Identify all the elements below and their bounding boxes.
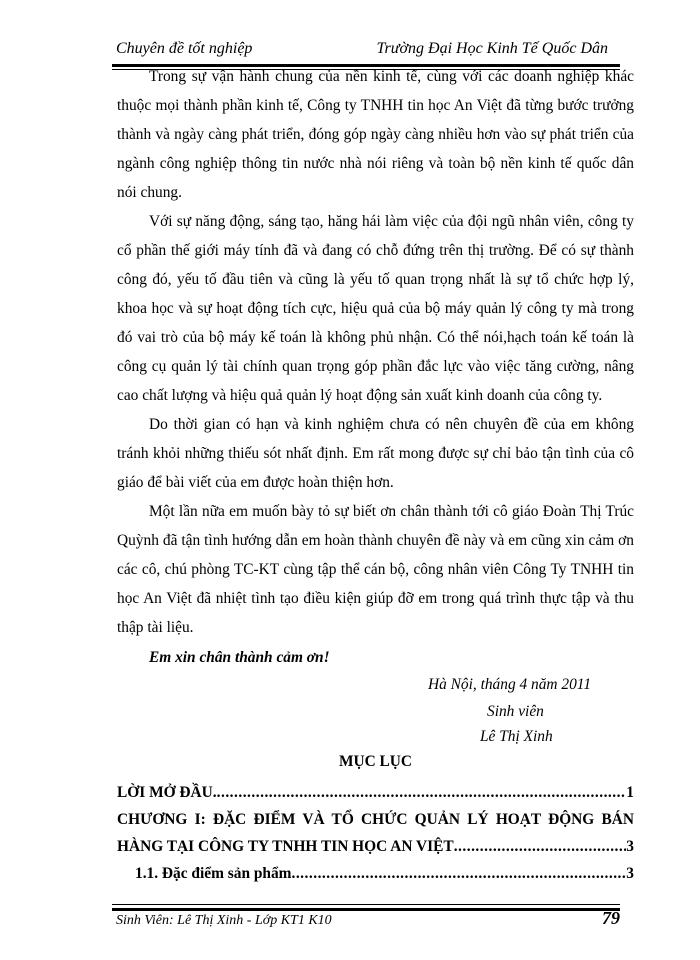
signature-name: Lê Thị Xinh (480, 728, 553, 745)
toc-entry-chapter1-line1[interactable]: CHƯƠNG I: ĐẶC ĐIỂM VÀ TỔ CHỨC QUẢN LÝ HOẠT ĐỘNG BÁN (117, 811, 634, 828)
footer-divider-thin (112, 904, 620, 905)
footer-divider (112, 908, 620, 911)
table-of-contents (117, 779, 634, 887)
paragraph-1: Trong sự vận hành chung của nền kinh tế, cùng với các doanh nghiệp khác thuộc mọi thành phần kinh tế, Công ty TNHH tin học An Việt đã từng bước trưởng thành và ngày càng phát triển, đóng góp ngày càng nhiều hơn vào sự phát triển của ngành công nghiệp thông tin nước nhà nói riêng và toàn bộ nền kinh tế quốc dân nói chung. (117, 68, 634, 201)
toc-entry-label: HÀNG TẠI CÔNG TY TNHH TIN HỌC AN VIỆT (117, 838, 454, 855)
paragraph-2: Với sự năng động, sáng tạo, hăng hái làm việc của đội ngũ nhân viên, công ty cổ phần thế giới máy tính đã và đang có chỗ đứng trên thị trường. Để có sự thành công đó, yếu tố đầu tiên và cũng là yếu tố quan trọng nhất là sự tổ chức hợp lý, khoa học và sự hoạt động tích cực, hiệu quả của bộ máy quản lý công ty mà trong đó vai trò của bộ máy kế toán là không phủ nhận. Có thể nói,hạch toán kế toán là công cụ quản lý tài chính quan trọng góp phần đắc lực vào việc tăng cường, nâng cao chất lượng và hiệu quả quản lý hoạt động sản xuất kinh doanh của công ty. (117, 213, 634, 404)
paragraph-4: Một lần nữa em muốn bày tỏ sự biết ơn chân thành tới cô giáo Đoàn Thị Trúc Quỳnh đã tận tình hướng dẫn em hoàn thành chuyên đề này và em cũng xin cảm ơn các cô, chú phòng TC-KT cùng tập thể cán bộ, công nhân viên Công Ty TNHH tin học An Việt đã nhiệt tình tạo điều kiện giúp đỡ em trong quá trình thực tập và thu thập tài liệu. (117, 503, 634, 636)
thanks-line: Em xin chân thành cảm ơn! (149, 649, 330, 666)
toc-entry-chapter1[interactable] (117, 833, 634, 860)
page-number: 79 (602, 908, 620, 928)
footer-student-info: Sinh Viên: Lê Thị Xinh - Lớp KT1 K10 (116, 913, 332, 928)
page-header (112, 40, 612, 62)
toc-entry-introduction[interactable] (117, 779, 634, 806)
toc-entry-label: LỜI MỞ ĐẦU. (117, 784, 217, 801)
toc-dot-leader (217, 779, 627, 806)
toc-entry-page: 3 (626, 865, 634, 882)
toc-dot-leader (291, 860, 626, 887)
toc-entry-page: 3 (626, 838, 634, 855)
toc-entry-section-1-1[interactable] (117, 860, 634, 887)
toc-dot-leader (454, 833, 627, 860)
toc-entry-label: 1.1. Đặc điểm sản phẩm (135, 865, 292, 882)
header-course-title: Chuyên đề tốt nghiệp (116, 40, 253, 57)
document-body (117, 62, 634, 642)
toc-title: MỤC LỤC (338, 753, 413, 770)
signature-place-date: Hà Nội, tháng 4 năm 2011 (428, 676, 592, 693)
paragraph-3: Do thời gian có hạn và kinh nghiệm chưa có nên chuyên đề của em không tránh khỏi những thiếu sót nhất định. Em rất mong được sự chỉ bảo tận tình của cô giáo để bài viết của em được hoàn thiện hơn. (117, 416, 634, 491)
signature-role: Sinh viên (487, 703, 544, 720)
header-university: Trường Đại Học Kinh Tế Quốc Dân (376, 40, 608, 57)
toc-entry-page: 1 (626, 784, 634, 801)
